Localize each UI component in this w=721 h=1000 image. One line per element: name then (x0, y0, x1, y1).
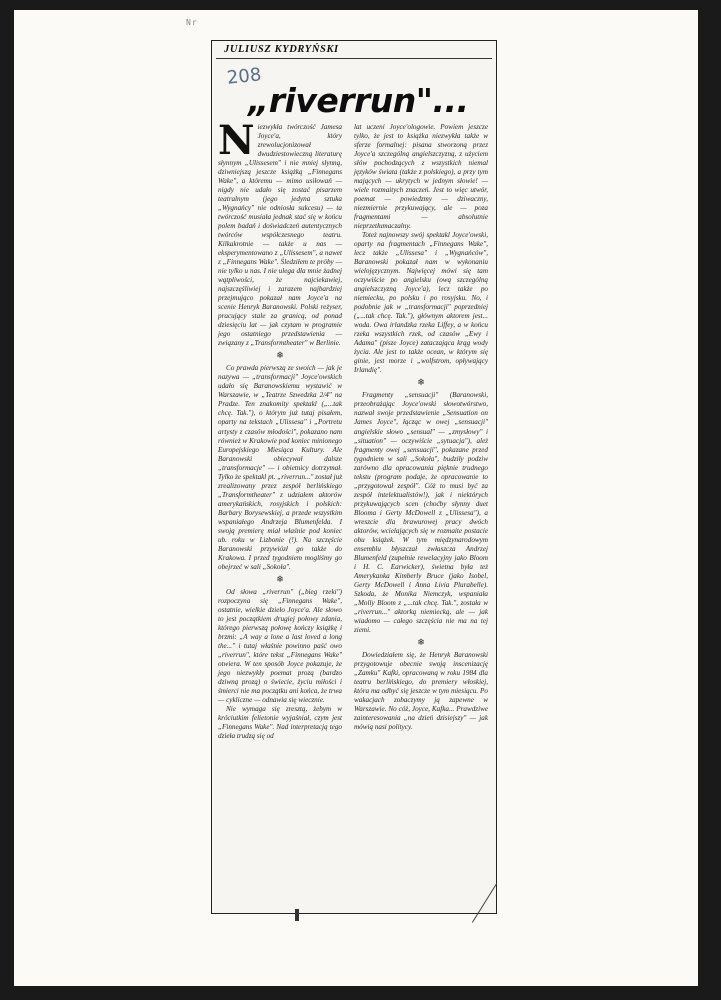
paragraph-text: Od słowa „riverrun" („bieg rzeki") rozpoczyna się „Finnegans Wake", ostatnie, wielkie dzieło Joyce'a. Ale słowo to jest początkiem drugiej połowy zdania, którego pierwszą połowę kończy książkę i brzmi: „A way a lone a last loved a long the..." i tutaj właśnie powinno paść owo „riverrun", które tekst „Finnegans Wake" otwiera. W ten sposób Joyce pokazuje, że jego niezwykły poemat prozą (bardzo dziwną prozą) o świecie, życiu miłości i śmierci nie ma początku ani końca, że trwa — cykliczne — odnawia się wiecznie. (218, 587, 342, 704)
paragraph-text: Fragmenty „sensuacji" (Baranowski, przeobrażając Joyce'owski słowotwórstwo, nazwał swoje przedstawienie „Sensuation on James Joyce", łącząc w owej „sensuacji" angielskie słowo „sensual" — „zmysłowy" i „situation" — oczywiście „sytuacja"), ależ fragmenty owej „sensuacji", pokazane przed tygodniem w sali „Sokoła", budziły podziw zarówno dla opracowania pięknie trudnego tekstu (program podaje, że opracowanie to „przygotował zespół". Cóż to musi być za zespół intelektualistów!), jak i niektórych przykuwających scen (choćby słynny duet Blooma i Gerty McDowell z „Ulissesa"), a wreszcie dla brawurowej pracy dwóch aktorów, wcielających się w rozmaite postacie obu książek. W tym międzynarodowym ensemblu błyszczał zwłaszcza Andrzej Blumenfeld (zupełnie rewelacyjny jako Bloom i H. C. Earwicker), świetna była też Amerykanka Kimberly Bruce (jako Isobel, Gerty McDowell i Anna Livia Plurabelle). Szkoda, że Monika Niemczyk, wspaniała „Molly Bloom z „...tak chcę. Tak.", została w „riverrun..." aktorką niemiecką, ale — jak wiadomo — całego szczęścia nie ma na tej ziemi. (354, 391, 488, 634)
article-paragraph (218, 364, 342, 571)
article-paragraph (354, 231, 488, 375)
article-paragraph (354, 391, 488, 634)
page-mark: Nr (186, 18, 198, 27)
paragraph-text: Co prawda pierwszą ze swoich — jak je nazywa — „transformacji" Joyce'owskich udało się Baranowskiemu wystawić w Warszawie, w „Teatrze Szwedzka 2/4" na Pradze. Ten znakomity spektakl („...tak chcę. Tak."), o którym już tutaj pisałem, oparty na tekstach „Ulissesa" i „Portretu artysty z czasów młodości", pokazano nam również w Krakowie pod koniec minionego Europejskiego Miesiąca Kultury. Ale Baranowski obiecywał dalsze „transformacje" — i obietnicy dotrzymał. Tylko że spektakl pt. „riverrun..." został już zrealizowany przez zespół berlińskiego „Transformtheater" z udziałem aktorów amerykańskich, rosyjskich i polskich: Barbary Borysewskiej, a przede wszystkim wspaniałego Andrzeja Blumenfelda. I swoją premierę miał właśnie pod koniec ub. roku w Lizbonie (!). Na szczęście Baranowski przywiózł go także do Krakowa. I przed tygodniem mogliśmy go obejrzeć w sali „Sokoła". (218, 364, 342, 571)
newspaper-clipping (211, 40, 497, 914)
article-paragraph (354, 651, 488, 732)
paragraph-text: iezwykła twórczość Jamesa Joyce'a, który zrewolucjonizował dwudziestowieczną literaturę słynnym „Ulissesem" i nie mniej słynną, dziwniejszą jeszcze książką „Finnegans Wake", a któremu — mimo usiłowań — nigdy nie udało się zostać pisarzem teatralnym (jego jedyna sztuka „Wygnańcy" nie odniosła sukcesu) — ta twórczość musiała jednak stać się w końcu polem badań i doświadczeń autentycznych twórców współczesnego teatru. Kilkakrotnie — także u nas — eksperymentowano z „Ulissesem", a nawet z „Finnegans Wake". Śledziłem te próby — nie tylko u nas. I nie ulega dla mnie żadnej wątpliwości, że najciekawiej, najszczęśliwiej i zarazem najbardziej przejmująco pokazał nam Joyce'a na scenie Henryk Baranowski. Polski reżyser, pracujący stale za granicą, od ponad dziesięciu lat — jak czytam w programie jego ostatniego przedstawienia — związany z „Transformtheater" w Berlinie. (218, 123, 342, 348)
article-paragraph (218, 117, 342, 348)
scan-sheet (14, 10, 698, 986)
article-column-left (218, 117, 342, 741)
handwritten-number: 208 (225, 64, 263, 89)
paragraph-text: lat uczeni Joyce'ologowie. Powiem jeszcze tylko, że jest to książka niezwykła także w sferze formalnej: pisana stworzoną przez Joyce'a szczególną angielszczyzną, z użyciem słów pochodzących z wszystkich niemal języków świata (także z polskiego), a przy tym mających — ukrytych w jednym słowie! — wiele rozmaitych znaczeń. Jest to więc utwór, poemat — powiedzmy — dziwaczny, niezmiernie przykuwający, ale — poza fragmentami — absolutnie nieprzetłumaczalny. (354, 123, 488, 231)
section-separator-icon: ❄ (276, 350, 284, 361)
byline-divider (216, 58, 492, 59)
article-title: „riverrun"... (248, 81, 469, 120)
paragraph-text: Nie wymaga się zresztą, żebym w króciutkim felietonie wyjaśniał, czym jest „Finnegans Wake". Nad interpretacją tego dzieła trudzą się od (218, 704, 342, 740)
section-separator-icon: ❄ (276, 573, 284, 584)
section-separator-icon: ❄ (417, 636, 425, 647)
drop-cap: N (218, 117, 255, 164)
article-column-right (354, 123, 488, 732)
author-byline: JULIUSZ KYDRYŃSKI (224, 44, 339, 55)
paragraph-text: Dowiedziałem się, że Henryk Baranowski przygotowuje obecnie swoją inscenizację „Zamku" Kafki, opracowaną w roku 1984 dla teatru berlińskiego, do premiery włoskiej, która ma odbyć się jeszcze w tym miesiącu. Po wakacjach zobaczymy ją zapewne w Warszawie. No cóż, Joyce, Kafka... Prawdziwe zainteresowania „na dzień dzisiejszy" — jak mówią nasi politycy. (354, 650, 488, 731)
bottom-ink-mark (295, 909, 299, 921)
section-separator-icon: ❄ (417, 377, 425, 388)
paragraph-text: Toteż najnowszy swój spektakl Joyce'owski, oparty na fragmentach „Finnegans Wake", lecz także „Ulissesa" i „Wygnańców", Baranowski pokazał nam w wykonaniu wielojęzycznym. Najwięcej mówi się tam oczywiście po angielsku (ową szczególną angielszczyzną Joyce'a), lecz także po niemiecku, po polsku i po rosyjsku. No, i podobnie jak w „transformacji" poprzedniej („...tak chcę. Tak."), głównym aktorem jest... woda. Owa irlandzka rzeka Liffey, a w końcu rzeka wszystkich rzek, od czasów „Ewy i Adama" (pisze Joyce) zataczająca krąg wody życia. Ale jest to także ocean, w którym się ginie, jest morze i „wolfstrom, opływający Irlandię". (354, 231, 488, 375)
article-paragraph (354, 123, 488, 231)
article-paragraph (218, 705, 342, 741)
article-paragraph (218, 588, 342, 705)
